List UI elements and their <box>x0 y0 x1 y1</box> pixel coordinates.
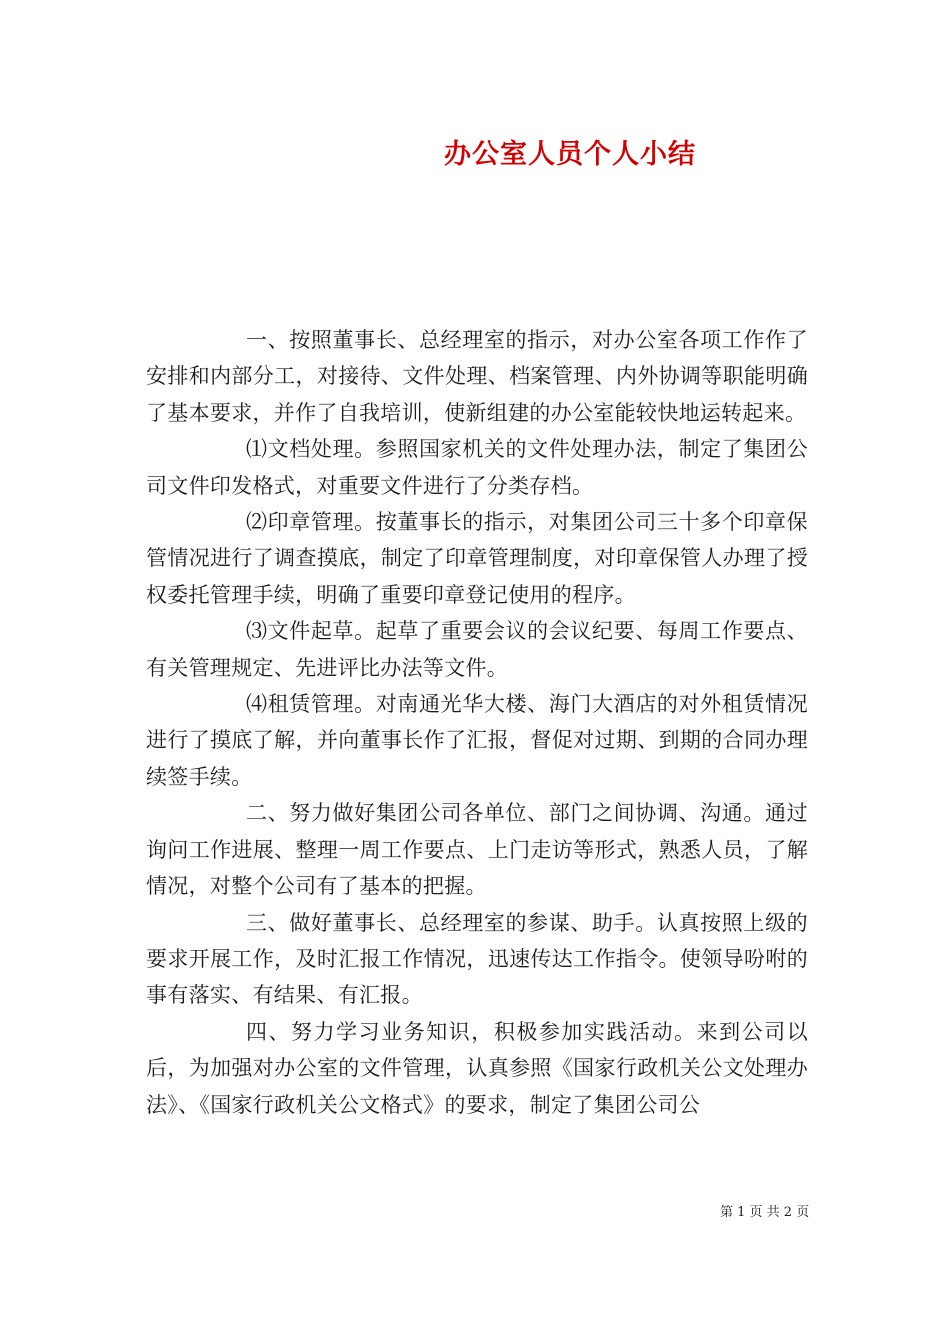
paragraph-item-1: ⑴文档处理。参照国家机关的文件处理办法，制定了集团公司文件印发格式，对重要文件进行了分类存档。 <box>146 437 808 498</box>
paragraph-section-4: 四、努力学习业务知识，积极参加实践活动。来到公司以后，为加强对办公室的文件管理，认真参照《国家行政机关公文处理办法》、《国家行政机关公文格式》的要求，制定了集团公司公 <box>146 1019 808 1117</box>
paragraph-section-3: 三、做好董事长、总经理室的参谋、助手。认真按照上级的要求开展工作，及时汇报工作情况，迅速传达工作指令。使领导吩咐的事有落实、有结果、有汇报。 <box>146 910 808 1008</box>
paragraph-item-4: ⑷租赁管理。对南通光华大楼、海门大酒店的对外租赁情况进行了摸底了解，并向董事长作了汇报，督促对过期、到期的合同办理续签手续。 <box>146 692 808 789</box>
paragraph-section-1: 一、按照董事长、总经理室的指示，对办公室各项工作作了安排和内部分工，对接待、文件处理、档案管理、内外协调等职能明确了基本要求，并作了自我培训，使新组建的办公室能较快地运转起来。 <box>146 328 808 425</box>
paragraph-item-3: ⑶文件起草。起草了重要会议的会议纪要、每周工作要点、有关管理规定、先进评比办法等文件。 <box>146 619 808 680</box>
page-number-footer: 第 1 页 共 2 页 <box>720 1205 810 1220</box>
document-title: 办公室人员个人小结 <box>444 139 696 170</box>
paragraph-item-2: ⑵印章管理。按董事长的指示，对集团公司三十多个印章保管情况进行了调查摸底，制定了印章管理制度，对印章保管人办理了授权委托管理手续，明确了重要印章登记使用的程序。 <box>146 510 808 607</box>
document-body <box>146 322 808 1123</box>
paragraph-section-2: 二、努力做好集团公司各单位、部门之间协调、沟通。通过询问工作进展、整理一周工作要点、上门走访等形式，熟悉人员，了解情况，对整个公司有了基本的把握。 <box>146 801 808 899</box>
